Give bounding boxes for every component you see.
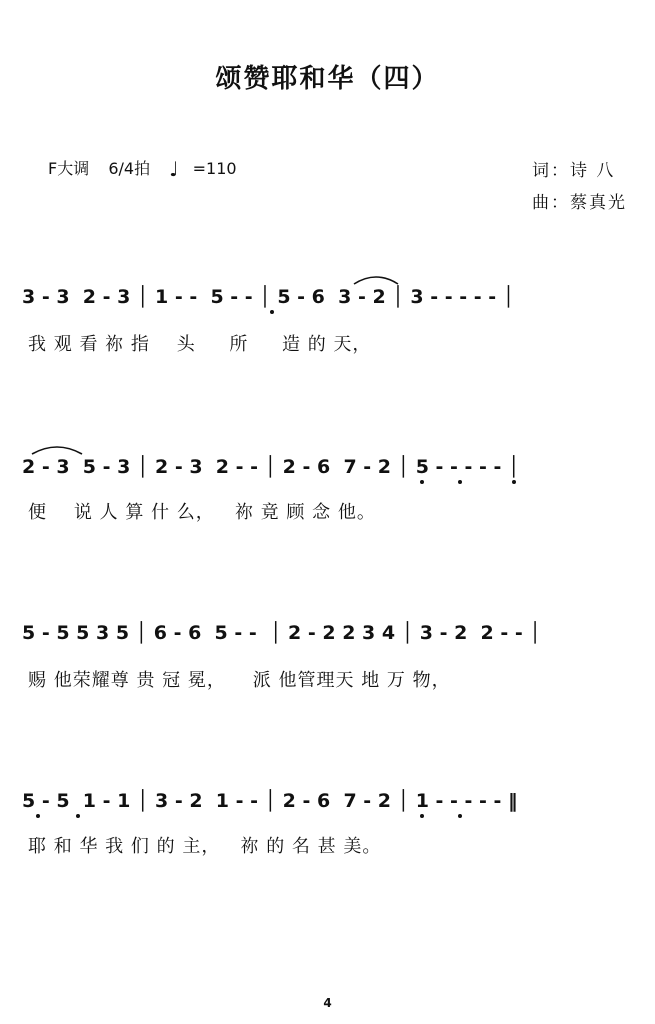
- tempo-marking: [169, 157, 250, 181]
- lower-octave-dot: [458, 480, 462, 484]
- key-signature: F大调: [48, 159, 90, 178]
- notation-line-3: 5 - 5 5 3 5 │ 6 - 6 5 - - │ 2 - 2 2 3 4 │ 3 - 2 2 - - │: [22, 622, 541, 644]
- song-title: 颂赞耶和华（四）: [215, 64, 440, 94]
- lower-octave-dot: [270, 310, 274, 314]
- lyrics-line-3: 赐 他荣耀尊 贵 冠 冕， 派 他管理天 地 万 物，: [28, 670, 451, 691]
- lyrics-line-4: 耶 和 华 我 们 的 主， 祢 的 名 甚 美。: [28, 836, 382, 857]
- page-number: 4: [323, 996, 332, 1010]
- notation-line-1: 3 - 3 2 - 3 │ 1 - - 5 - - │ 5 - 6 3 - 2 │ 3 - - - - - │: [22, 286, 515, 308]
- lyricist-credit: 词：诗 八: [532, 161, 616, 181]
- lower-octave-dot: [512, 480, 516, 484]
- lower-octave-dot: [36, 814, 40, 818]
- lower-octave-dot: [420, 814, 424, 818]
- notation-line-2: 2 - 3 5 - 3 │ 2 - 3 2 - - │ 2 - 6 7 - 2 │ 5 - - - - - │: [22, 456, 520, 478]
- song-key-info: [48, 156, 265, 181]
- tie-mark: [30, 442, 84, 456]
- tie-mark: [352, 272, 400, 286]
- lower-octave-dot: [458, 814, 462, 818]
- lyrics-line-1: 我 观 看 祢 指 头 所 造 的 天，: [28, 334, 372, 355]
- quarter-note-icon: ♩: [169, 157, 179, 181]
- notation-line-4: 5 - 5 1 - 1 │ 3 - 2 1 - - │ 2 - 6 7 - 2 │ 1 - - - - - ‖: [22, 790, 518, 812]
- lyrics-line-2: 便 说 人 算 什 么， 祢 竟 顾 念 他。: [28, 502, 376, 523]
- lower-octave-dot: [76, 814, 80, 818]
- time-signature: 6/4拍: [108, 159, 151, 178]
- composer-credit: 曲：蔡真光: [532, 193, 627, 213]
- lower-octave-dot: [420, 480, 424, 484]
- tempo-value: =110: [192, 159, 237, 178]
